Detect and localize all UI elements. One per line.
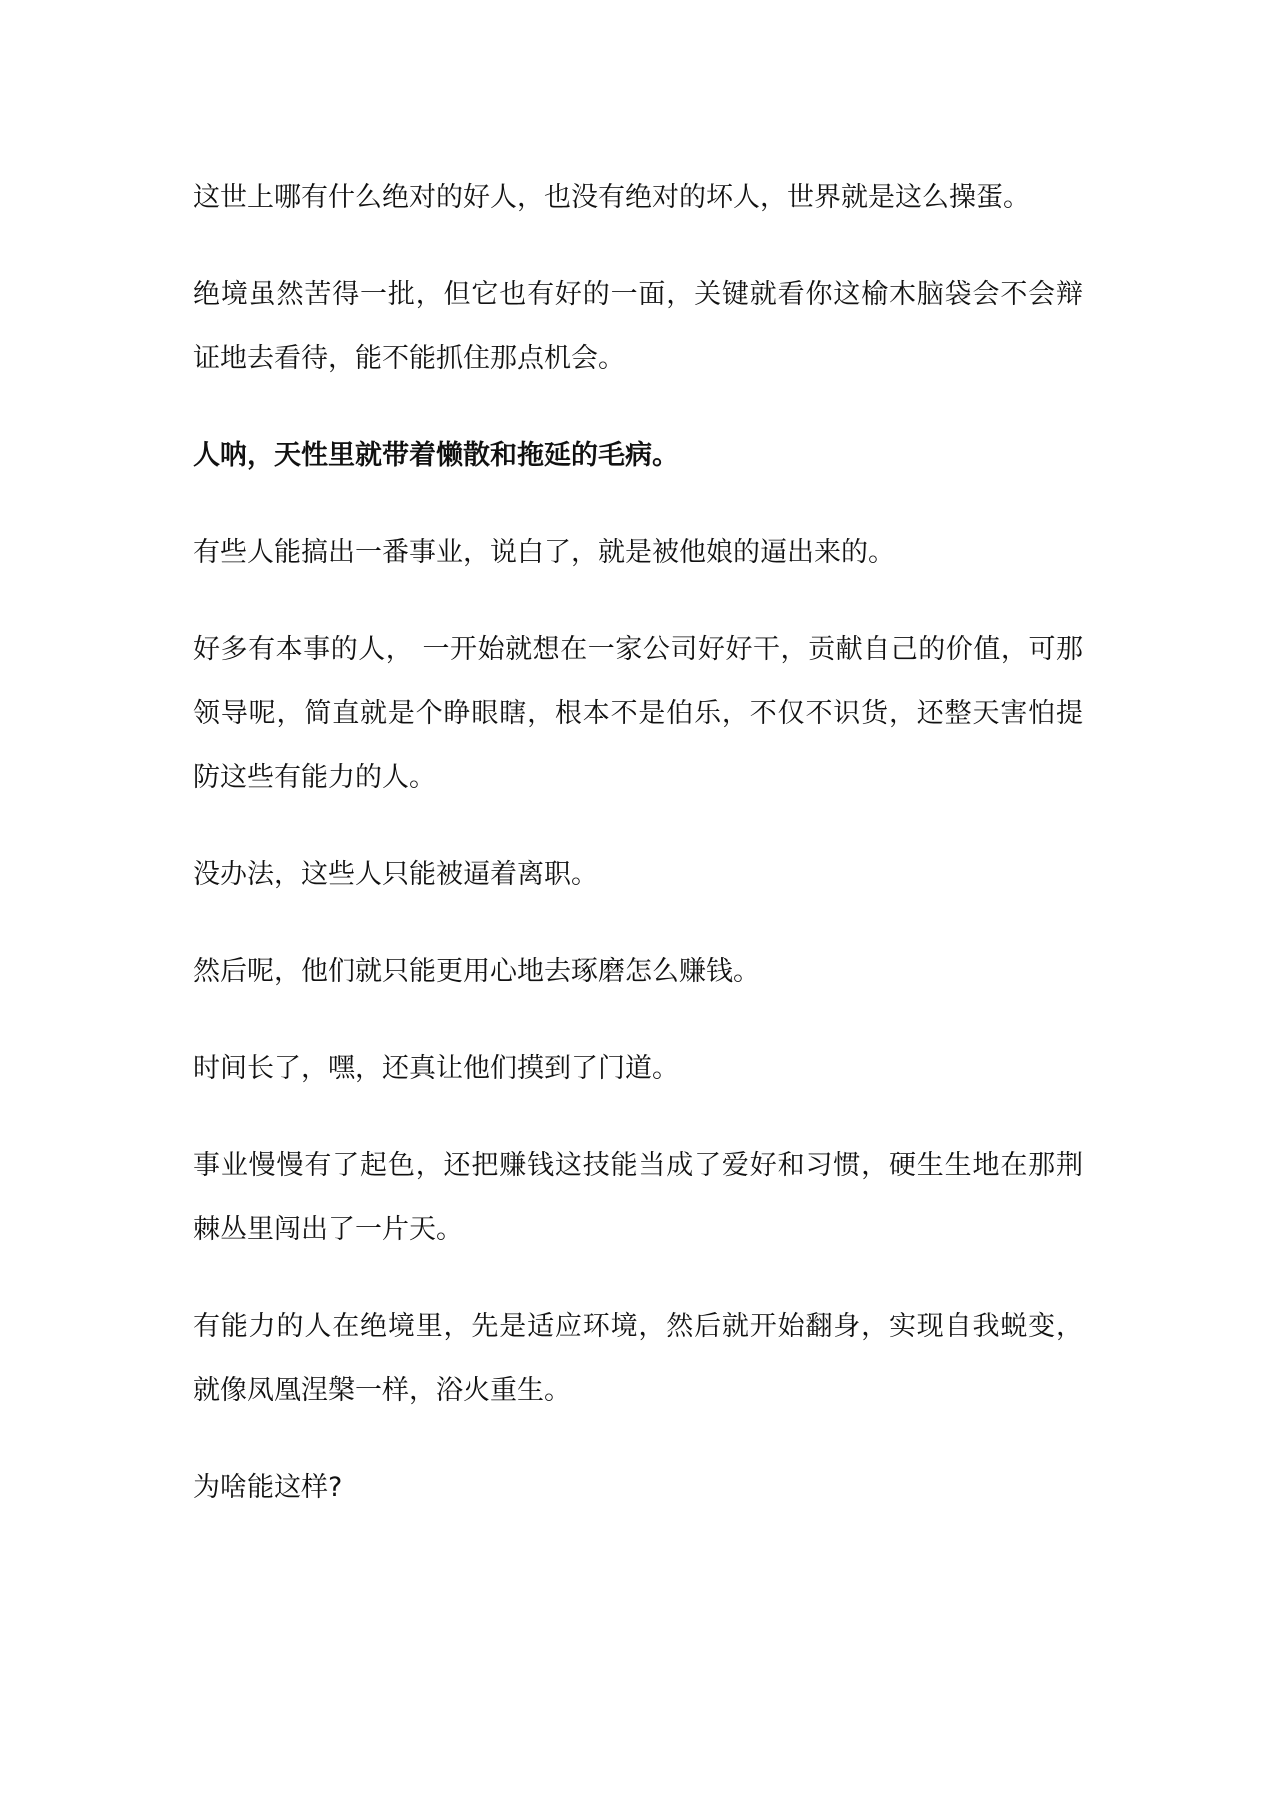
paragraph-10: 有能力的人在绝境里，先是适应环境，然后就开始翻身，实现自我蜕变，就像凤凰涅槃一样，浴火重生。 [193,1311,1083,1406]
paragraph-4: 有些人能搞出一番事业，说白了，就是被他娘的逼出来的。 [193,537,895,568]
paragraph-5: 好多有本事的人， 一开始就想在一家公司好好干，贡献自己的价值，可那领导呢，简直就是个睁眼瞎，根本不是伯乐，不仅不识货，还整天害怕提防这些有能力的人。 [193,634,1083,793]
paragraph-6: 没办法，这些人只能被逼着离职。 [193,859,598,890]
paragraph-7: 然后呢，他们就只能更用心地去琢磨怎么赚钱。 [193,956,760,987]
paragraph-8: 时间长了，嘿，还真让他们摸到了门道。 [193,1053,679,1084]
paragraph-2: 绝境虽然苦得一批，但它也有好的一面，关键就看你这榆木脑袋会不会辩证地去看待，能不能抓住那点机会。 [193,279,1083,374]
paragraph-1: 这世上哪有什么绝对的好人，也没有绝对的坏人，世界就是这么操蛋。 [193,182,1030,213]
paragraph-11: 为啥能这样? [193,1472,343,1503]
paragraph-9: 事业慢慢有了起色，还把赚钱这技能当成了爱好和习惯，硬生生地在那荆棘丛里闯出了一片天。 [193,1150,1083,1245]
document-body [193,166,1083,1553]
paragraph-3-bold: 人呐，天性里就带着懒散和拖延的毛病。 [193,440,679,471]
